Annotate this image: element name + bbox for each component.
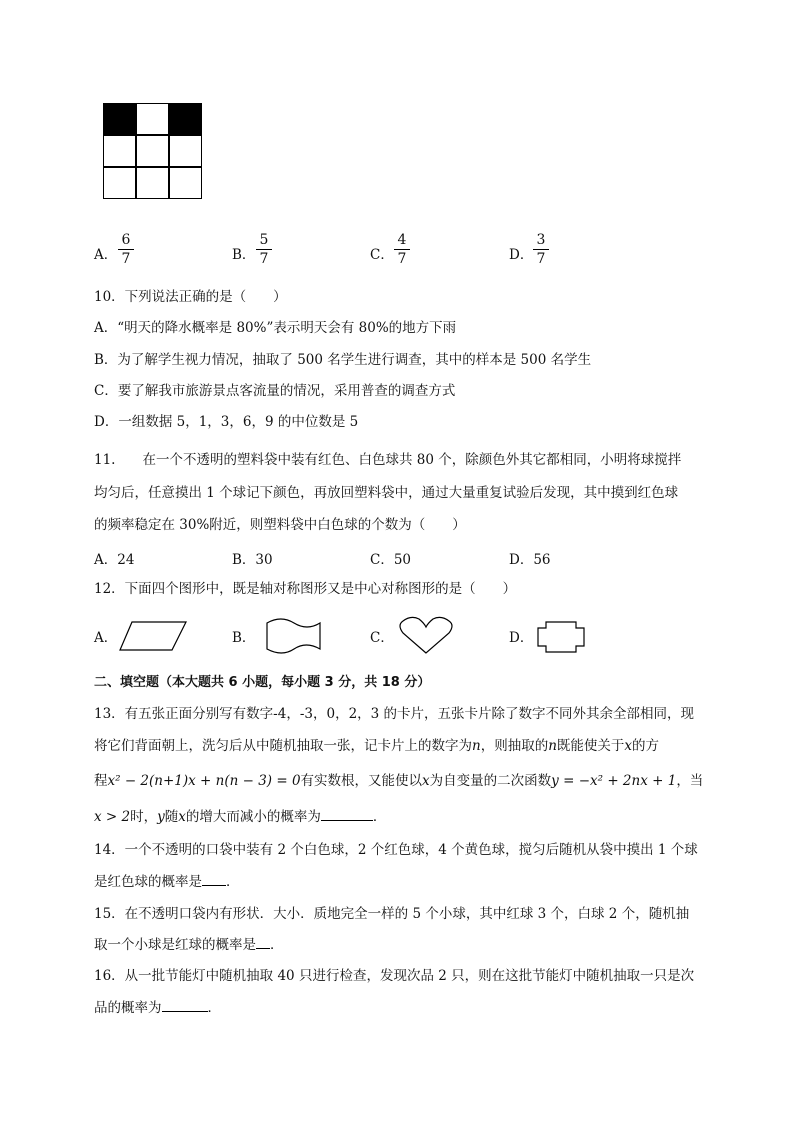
grid-cell — [103, 135, 136, 167]
text: 有实数根，又能使以 — [300, 773, 423, 789]
text: ． — [207, 1000, 221, 1016]
answer-blank[interactable] — [162, 999, 208, 1012]
var-x: x — [422, 773, 430, 789]
q9-option-c-fraction — [394, 232, 410, 267]
numerator: 3 — [536, 232, 546, 248]
denominator: 7 — [397, 251, 407, 267]
text: ，则抽取的 — [480, 738, 549, 754]
var-x: x — [624, 738, 633, 754]
q16-line-2 — [94, 999, 221, 1017]
q10-option-c: C．要了解我市旅游景点客流量的情况，采用普查的调查方式 — [94, 383, 456, 399]
q14-line-2 — [94, 873, 240, 891]
section-heading-fill-in: 二、填空题（本大题共 6 小题，每小题 3 分，共 18 分） — [94, 675, 431, 690]
parallelogram-shape — [118, 620, 188, 652]
quadratic-function: y = −x² + 2nx + 1 — [551, 773, 677, 789]
var-n: n — [472, 738, 481, 754]
q9-grid-figure — [103, 103, 203, 200]
q11-option-a: A．24 — [94, 552, 135, 568]
text: 时， — [130, 809, 158, 825]
q10-stem: 10．下列说法正确的是（ ） — [94, 289, 287, 305]
answer-blank[interactable] — [256, 936, 270, 949]
q11-line-2: 均匀后，任意摸出 1 个球记下颜色，再放回塑料袋中，通过大量重复试验后发现，其中摸到红色球 — [94, 485, 679, 501]
var-x: x — [178, 809, 186, 825]
q10-option-d: D．一组数据 5，1，3，6，9 的中位数是 5 — [94, 414, 359, 430]
text: 将它们背面朝上，洗匀后从中随机抽取一张，记卡片上的数字为 — [94, 738, 472, 754]
q11-option-c: C．50 — [370, 552, 412, 568]
numerator: 5 — [259, 232, 269, 248]
wavy-flag-shape — [264, 617, 322, 655]
q11-line-1: 11. 在一个不透明的塑料袋中装有红色、白色球共 80 个，除颜色外其它都相同，小明将球搅拌 — [94, 452, 682, 468]
text: 的方 — [632, 738, 660, 754]
q11-option-d: D．56 — [509, 552, 551, 568]
q10-option-b: B．为了解学生视力情况，抽取了 500 名学生进行调查，其中的样本是 500 名学生 — [94, 352, 592, 368]
q12-option-c-letter: C． — [370, 630, 394, 646]
q9-option-b-letter: B． — [232, 247, 256, 263]
text: 的增大而减小的概率为 — [185, 809, 321, 825]
answer-blank[interactable] — [321, 808, 373, 821]
text: 是红色球的概率是 — [94, 874, 202, 890]
q12-option-a-letter: A． — [94, 630, 118, 646]
q13-line-1: 13．有五张正面分别写有数字-4，-3，0，2，3 的卡片，五张卡片除了数字不同外其余全部相同，现 — [94, 706, 695, 722]
var-y: y — [157, 809, 165, 825]
grid-cell — [136, 135, 169, 167]
grid-cell-dark — [169, 103, 202, 135]
condition: x > 2 — [94, 809, 131, 825]
text: 取一个小球是红球的概率是 — [94, 937, 256, 953]
grid-cell — [103, 167, 136, 199]
q16-line-1: 16．从一批节能灯中随机抽取 40 只进行检查，发现次品 2 只，则在这批节能灯中随机抽取一只是次 — [94, 968, 695, 984]
text: 为自变量的二次函数 — [429, 773, 552, 789]
denominator: 7 — [259, 251, 269, 267]
denominator: 7 — [121, 251, 131, 267]
grid-cell-dark — [103, 103, 136, 135]
cross-shape — [536, 620, 586, 654]
q12-stem: 12．下面四个图形中，既是轴对称图形又是中心对称图形的是（ ） — [94, 581, 517, 597]
q13-line-2 — [94, 737, 659, 755]
q11-option-b: B．30 — [232, 552, 273, 568]
q9-option-c-letter: C． — [370, 247, 394, 263]
text: 程 — [94, 773, 108, 789]
q9-option-a-fraction — [118, 232, 134, 267]
numerator: 6 — [121, 232, 131, 248]
q11-line-3: 的频率稳定在 30%附近，则塑料袋中白色球的个数为（ ） — [94, 517, 466, 533]
text: ． — [372, 809, 387, 825]
q12-option-b-letter: B． — [232, 630, 256, 646]
denominator: 7 — [536, 251, 546, 267]
text: 随 — [164, 809, 179, 825]
heart-shape — [397, 615, 455, 657]
grid-cell — [169, 167, 202, 199]
var-n: n — [548, 738, 557, 754]
text: 品的概率为 — [94, 1000, 162, 1016]
q12-option-d-letter: D． — [509, 630, 534, 646]
q13-line-3 — [94, 772, 703, 790]
text: ，当 — [676, 773, 704, 789]
q9-option-d-letter: D． — [509, 247, 534, 263]
q9-option-b-fraction — [256, 232, 272, 267]
equation: x² − 2(n+1)x + n(n − 3) = 0 — [107, 773, 301, 789]
q13-line-4 — [94, 808, 386, 826]
q9-option-a-letter: A． — [94, 247, 118, 263]
grid-cell — [136, 167, 169, 199]
q14-line-1: 14．一个不透明的口袋中装有 2 个白色球，2 个红色球，4 个黄色球，搅匀后随机从袋中摸出 1 个球 — [94, 842, 698, 858]
answer-blank[interactable] — [202, 873, 226, 886]
text: ． — [270, 937, 284, 953]
text: 既能使关于 — [556, 738, 625, 754]
grid-cell — [136, 103, 169, 135]
text: ． — [226, 874, 240, 890]
grid-cell — [169, 135, 202, 167]
q15-line-2 — [94, 936, 284, 954]
numerator: 4 — [397, 232, 407, 248]
q15-line-1: 15．在不透明口袋内有形状．大小．质地完全一样的 5 个小球，其中红球 3 个，白球 2 个，随机抽 — [94, 906, 690, 922]
q10-option-a: A．“明天的降水概率是 80%”表示明天会有 80%的地方下雨 — [94, 320, 457, 336]
q9-option-d-fraction — [533, 232, 549, 267]
